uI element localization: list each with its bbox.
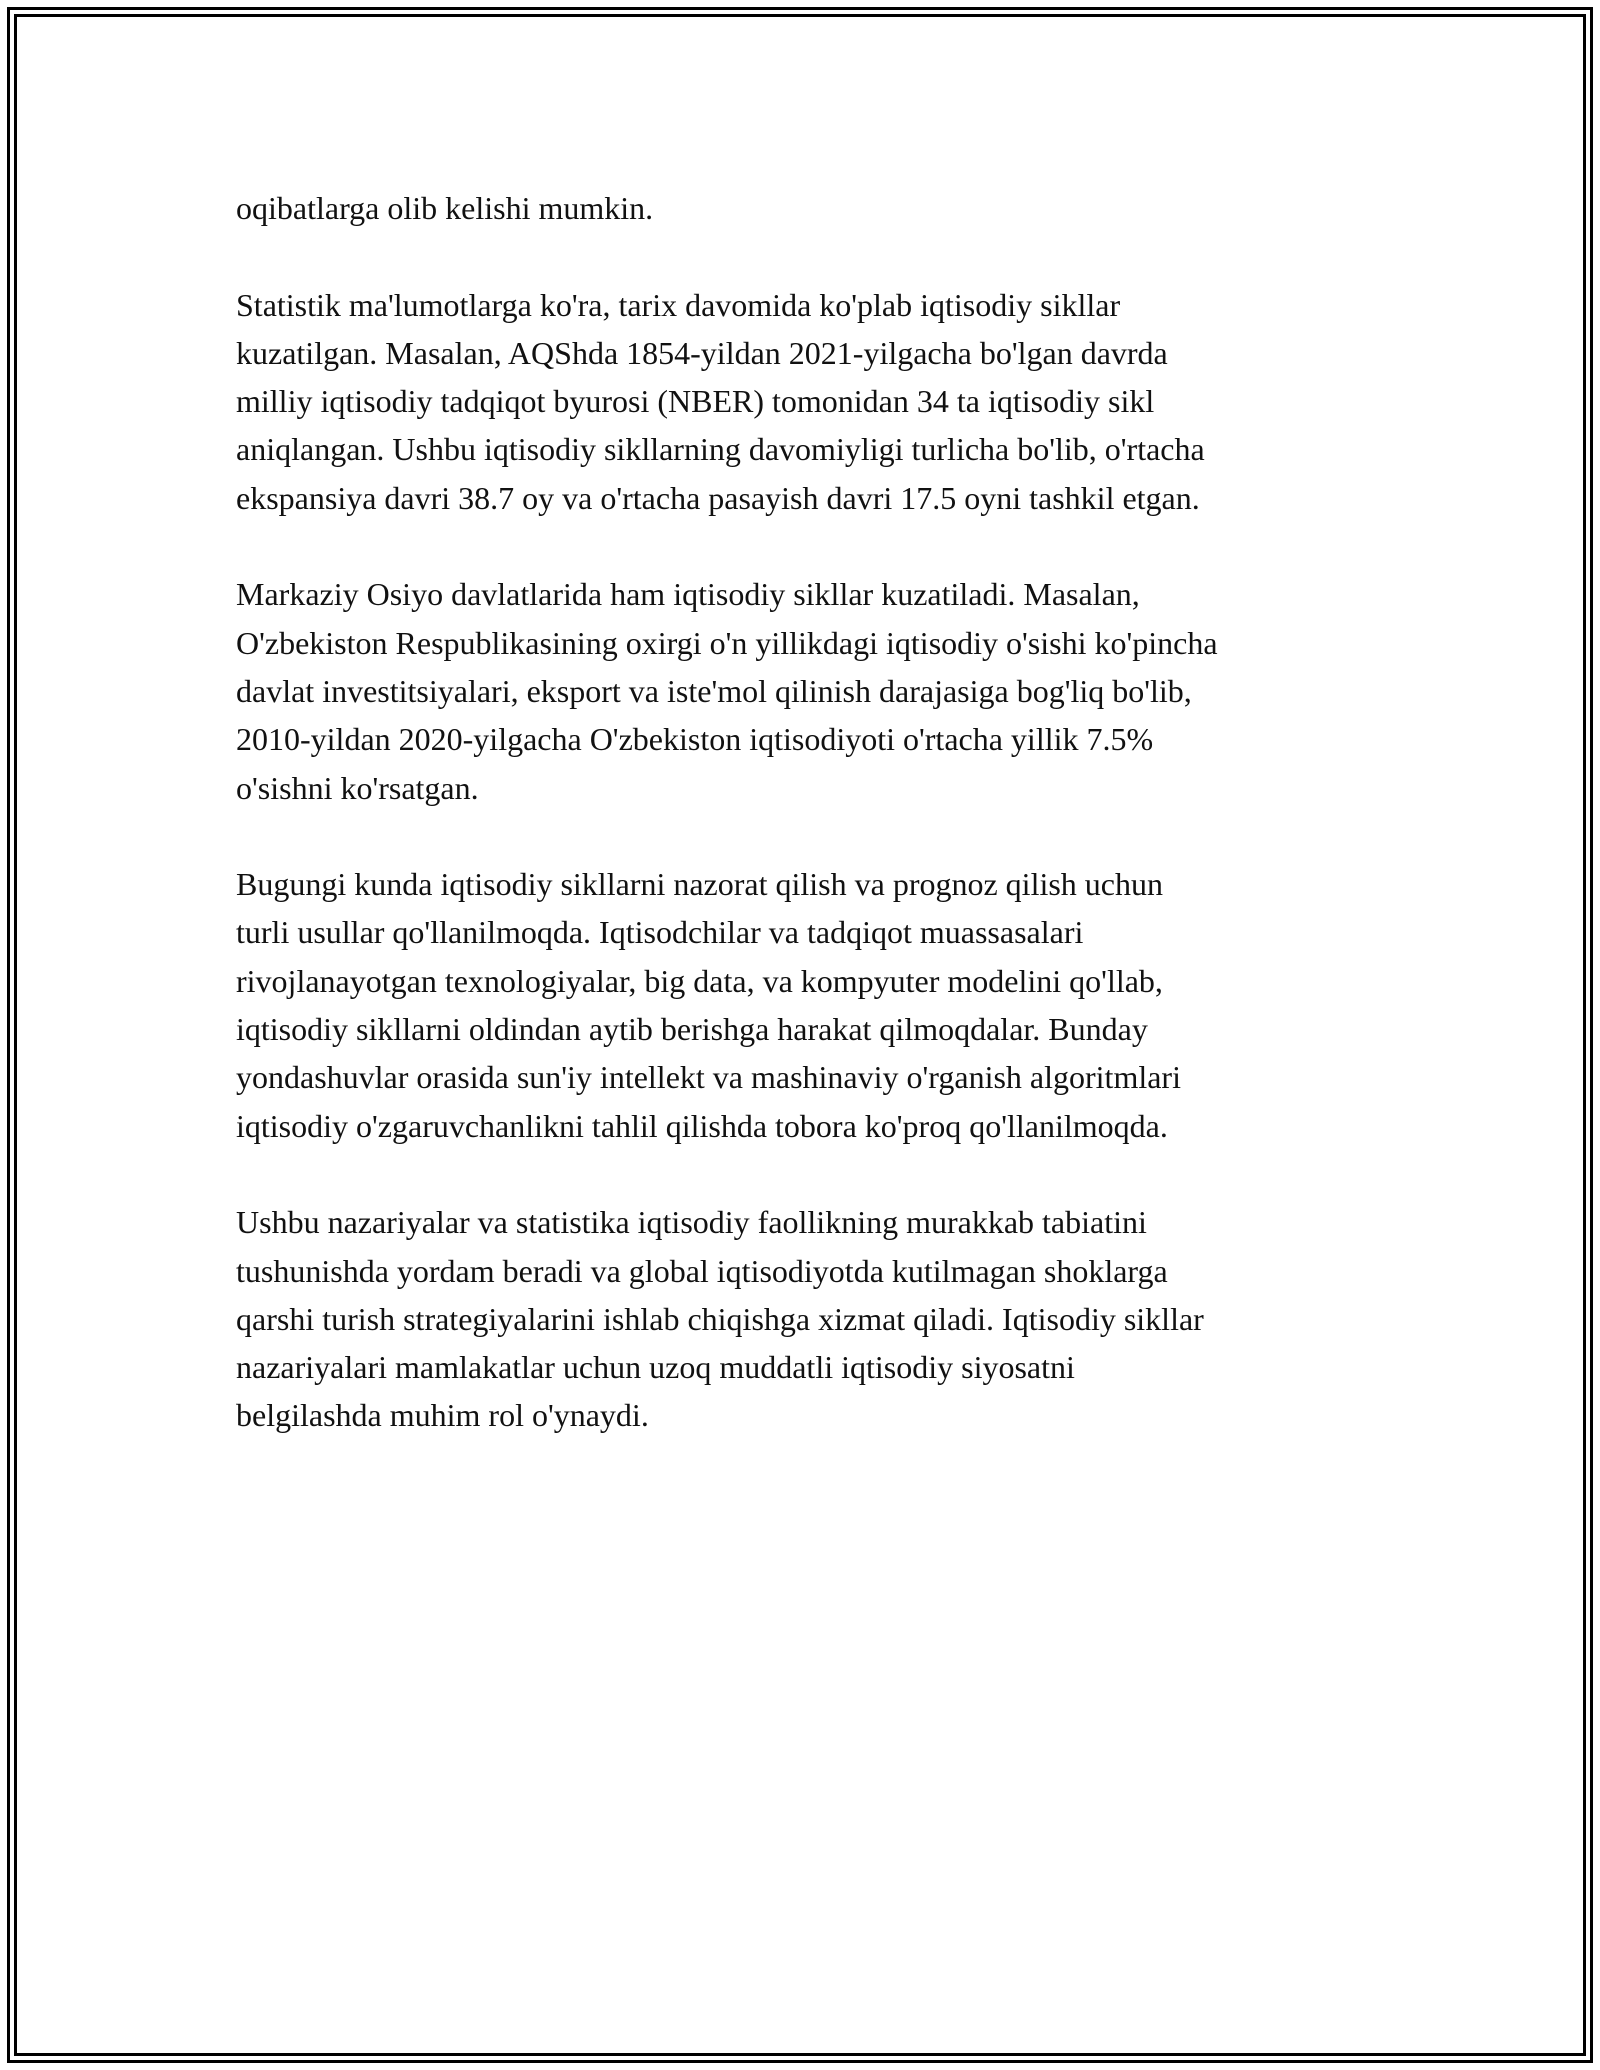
text-line: qarshi turish strategiyalarini ishlab chiqishga xizmat qiladi. Iqtisodiy sikllar: [236, 1300, 1204, 1337]
text-line: Bugungi kunda iqtisodiy sikllarni nazorat qilish va prognoz qilish uchun: [236, 866, 1163, 903]
text-line: kuzatilgan. Masalan, AQShda 1854-yildan 2021-yilgacha bo'lgan davrda: [236, 334, 1168, 371]
paragraph-4: [236, 860, 1386, 1150]
text-line: Markaziy Osiyo davlatlarida ham iqtisodiy sikllar kuzatiladi. Masalan,: [236, 576, 1140, 613]
document-body: [236, 184, 1386, 1440]
text-line: aniqlangan. Ushbu iqtisodiy sikllarning davomiyligi turlicha bo'lib, o'rtacha: [236, 431, 1205, 468]
text-line: turli usullar qo'llanilmoqda. Iqtisodchilar va tadqiqot muassasalari: [236, 914, 1084, 951]
text-line: iqtisodiy o'zgaruvchanlikni tahlil qilishda tobora ko'proq qo'llanilmoqda.: [236, 1107, 1168, 1144]
text-line: iqtisodiy sikllarni oldindan aytib berishga harakat qilmoqdalar. Bunday: [236, 1011, 1148, 1048]
text-line: davlat investitsiyalari, eksport va iste'mol qilinish darajasiga bog'liq bo'lib,: [236, 672, 1192, 709]
text-line: nazariyalari mamlakatlar uchun uzoq muddatli iqtisodiy siyosatni: [236, 1349, 1075, 1386]
text-line: oqibatlarga olib kelishi mumkin.: [236, 190, 654, 226]
text-line: 2010-yildan 2020-yilgacha O'zbekiston iqtisodiyoti o'rtacha yillik 7.5%: [236, 721, 1154, 758]
text-line: milliy iqtisodiy tadqiqot byurosi (NBER) tomonidan 34 ta iqtisodiy sikl: [236, 383, 1155, 420]
paragraph-3: [236, 570, 1386, 811]
paragraph-2: [236, 281, 1386, 522]
text-line: ekspansiya davri 38.7 oy va o'rtacha pasayish davri 17.5 oyni tashkil etgan.: [236, 479, 1200, 516]
text-line: o'sishni ko'rsatgan.: [236, 769, 479, 806]
paragraph-5: [236, 1198, 1386, 1439]
text-line: tushunishda yordam beradi va global iqtisodiyotda kutilmagan shoklarga: [236, 1252, 1168, 1289]
text-line: rivojlanayotgan texnologiyalar, big data, va kompyuter modelini qo'llab,: [236, 962, 1163, 999]
paragraph-1: [236, 184, 1386, 232]
text-line: O'zbekiston Respublikasining oxirgi o'n yillikdagi iqtisodiy o'sishi ko'pincha: [236, 624, 1218, 661]
text-line: yondashuvlar orasida sun'iy intellekt va mashinaviy o'rganish algoritmlari: [236, 1059, 1181, 1096]
text-line: Ushbu nazariyalar va statistika iqtisodiy faollikning murakkab tabiatini: [236, 1204, 1147, 1241]
text-line: belgilashda muhim rol o'ynaydi.: [236, 1397, 649, 1434]
text-line: Statistik ma'lumotlarga ko'ra, tarix davomida ko'plab iqtisodiy sikllar: [236, 286, 1121, 323]
